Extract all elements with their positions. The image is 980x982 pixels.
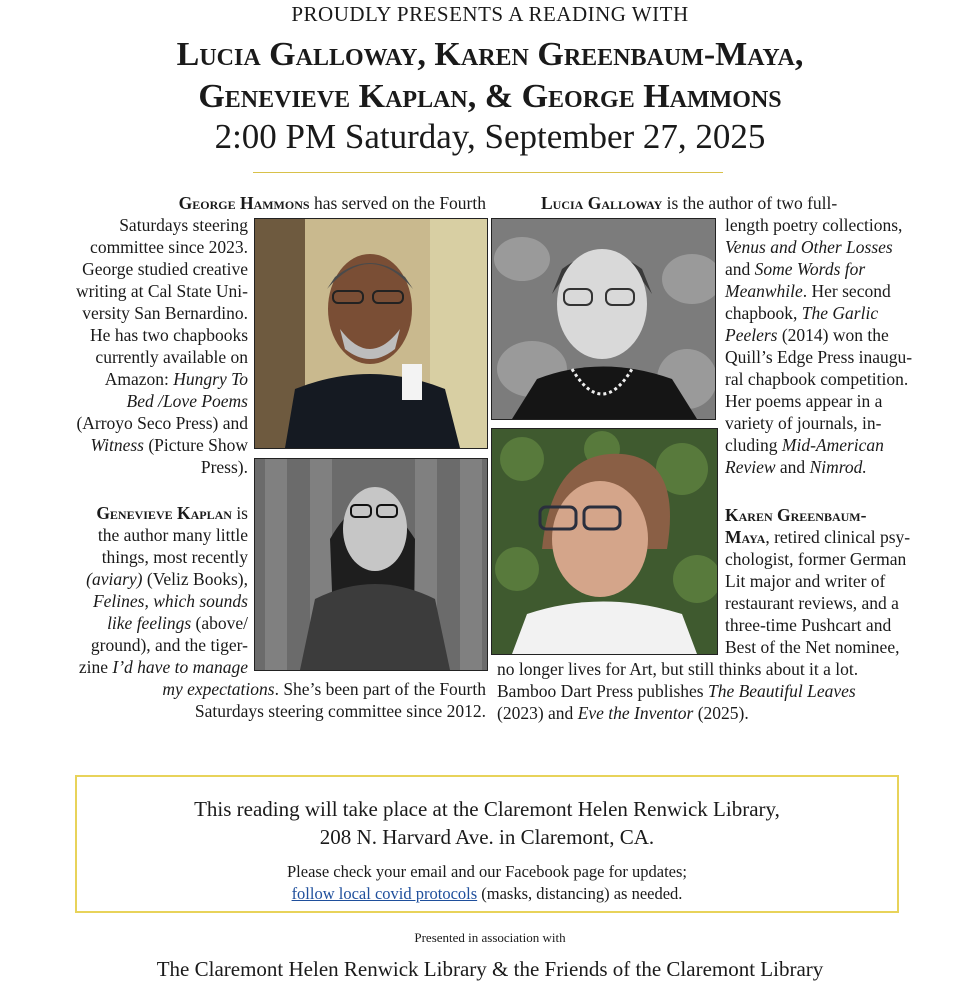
bio-line: variety of journals, in- (725, 413, 882, 433)
book-title: Felines, which sounds (92, 591, 248, 611)
book-title: (aviary) (86, 569, 143, 589)
bio-line (725, 504, 975, 526)
book-title: Venus and Other Losses (725, 237, 893, 257)
bio-lucia-galloway (725, 214, 975, 478)
reader-names (0, 34, 980, 118)
venue-updates: Please check your email and our Facebook page for updates; (287, 862, 687, 881)
venue-box (75, 775, 899, 913)
photo-karen-greenbaum-maya (491, 428, 718, 655)
bio-line: Quill’s Edge Press inaugu- (725, 347, 913, 367)
bio-line (497, 702, 977, 724)
bio-line: writing at Cal State Uni- (75, 281, 248, 301)
bio-text: and (775, 457, 810, 477)
bio-line (20, 502, 248, 524)
book-title: Meanwhile (725, 281, 803, 301)
bio-line: ground), and the tiger- (90, 635, 248, 655)
bio-line (725, 280, 975, 302)
bio-line: He has two chapbooks (90, 325, 248, 345)
bio-text: and (725, 259, 755, 279)
bio-line (725, 324, 975, 346)
book-title: Bed /Love Poems (126, 391, 248, 411)
venue-covid-line (77, 883, 897, 905)
bio-text: cluding (725, 435, 782, 455)
bio-name: Genevieve Kaplan (96, 503, 232, 523)
book-title: Witness (90, 435, 144, 455)
bio-text: has served on the Fourth (309, 193, 486, 213)
venue-covid-rest: (masks, distancing) as needed. (477, 884, 683, 903)
book-title: Mid-American (781, 435, 884, 455)
bio-line (725, 258, 975, 280)
presented-in-association: Presented in association with (414, 930, 566, 945)
bio-text: zine (78, 657, 113, 677)
bio-line: three-time Pushcart and (725, 615, 892, 635)
bio-line (20, 612, 248, 634)
bio-text: Bamboo Dart Press publishes (497, 681, 708, 701)
bio-line: ral chapbook competition. (725, 369, 909, 389)
bio-text: . She’s been part of the Fourth (274, 679, 486, 699)
library-partners: The Claremont Helen Renwick Library & the Friends of the Claremont Library (156, 957, 824, 981)
bio-line: Lit major and writer of (725, 571, 886, 591)
book-title: Some Words for (754, 259, 866, 279)
bio-line: versity San Bernardino. (82, 303, 248, 323)
book-title: Hungry To (173, 369, 248, 389)
bio-line (20, 568, 248, 590)
bio-text: is (231, 503, 248, 523)
bio-line (725, 456, 975, 478)
bio-lucia-galloway-intro (541, 192, 971, 214)
bio-george-hammons (20, 214, 248, 478)
bio-line: committee since 2023. (90, 237, 248, 257)
bio-text: (2025). (693, 703, 749, 723)
bio-line: chologist, former German (725, 549, 907, 569)
bio-text: . Her second (802, 281, 891, 301)
bio-line (20, 390, 248, 412)
bio-line (20, 368, 248, 390)
bio-text: (2023) and (497, 703, 578, 723)
event-datetime: 2:00 PM Saturday, September 27, 2025 (214, 117, 766, 156)
bio-genevieve-kaplan-end (20, 678, 486, 722)
bio-line (497, 680, 977, 702)
bio-line (20, 590, 248, 612)
book-title: I’d have to manage (112, 657, 248, 677)
bio-karen-greenbaum-maya-end (497, 658, 977, 724)
bio-text: (Veliz Books), (142, 569, 248, 589)
bio-line: George studied creative (82, 259, 248, 279)
book-title: Peelers (725, 325, 778, 345)
bio-name: Maya (725, 527, 766, 547)
bio-karen-greenbaum-maya (725, 504, 975, 658)
bio-text: chapbook, (725, 303, 802, 323)
book-title: The Garlic (801, 303, 879, 323)
bio-line (725, 302, 975, 324)
bio-text: is the author of two full- (662, 193, 838, 213)
book-title: Review (725, 457, 776, 477)
bio-text: (above/ (191, 613, 248, 633)
book-title: Eve the Inventor (577, 703, 694, 723)
bio-george-hammons-intro (20, 192, 486, 214)
venue-address: 208 N. Harvard Ave. in Claremont, CA. (319, 825, 655, 849)
bio-line: (Arroyo Seco Press) and (76, 413, 248, 433)
bio-line (725, 434, 975, 456)
reader-names-line2: Genevieve Kaplan, & George Hammons (198, 78, 782, 115)
bio-line: things, most recently (101, 547, 248, 567)
bio-line: Her poems appear in a (725, 391, 883, 411)
header-divider (253, 172, 723, 173)
bio-line: restaurant reviews, and a (725, 593, 899, 613)
bio-line (20, 434, 248, 456)
bio-line (725, 526, 975, 548)
photo-lucia-galloway (491, 218, 716, 420)
covid-protocols-link[interactable]: follow local covid protocols (291, 884, 478, 903)
book-title: Nimrod. (809, 457, 867, 477)
bio-line (20, 656, 248, 678)
venue-line1: This reading will take place at the Claremont Helen Renwick Library, (194, 797, 780, 821)
bio-line: the author many little (97, 525, 248, 545)
bio-line: currently available on (95, 347, 248, 367)
bio-line: Press). (200, 457, 248, 477)
bio-line: Best of the Net nominee, (725, 637, 900, 657)
bio-text: (2014) won the (777, 325, 889, 345)
bio-name: George Hammons (178, 193, 310, 213)
reader-names-line1: Lucia Galloway, Karen Greenbaum-Maya, (176, 36, 804, 73)
bio-text: (Picture Show (143, 435, 248, 455)
photo-genevieve-kaplan (254, 458, 488, 671)
book-title: like feelings (107, 613, 192, 633)
photo-george-hammons (254, 218, 488, 449)
bio-name: Karen Greenbaum- (725, 505, 867, 525)
book-title: my expectations (162, 679, 275, 699)
bio-line: Saturdays steering committee since 2012. (194, 701, 486, 721)
bio-text: Amazon: (104, 369, 174, 389)
bio-line (725, 236, 975, 258)
bio-line (20, 678, 486, 700)
bio-genevieve-kaplan (20, 502, 248, 678)
bio-name: Lucia Galloway (541, 193, 663, 213)
presents-line: PROUDLY PRESENTS A READING WITH (291, 2, 689, 26)
bio-line: no longer lives for Art, but still thinks about it a lot. (497, 659, 859, 679)
bio-line: length poetry collections, (725, 215, 903, 235)
bio-text: , retired clinical psy- (765, 527, 911, 547)
book-title: The Beautiful Leaves (707, 681, 856, 701)
bio-line: Saturdays steering (119, 215, 248, 235)
